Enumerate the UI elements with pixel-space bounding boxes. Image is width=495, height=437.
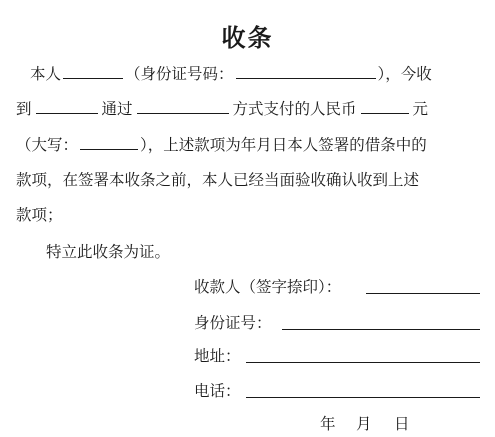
paragraph-line-1 <box>30 63 495 84</box>
payment-method-blank <box>137 98 229 114</box>
id-label: 身份证号： <box>194 314 272 332</box>
text-segment: ），今收 <box>377 65 432 83</box>
date-day: 日 <box>394 415 410 433</box>
text-segment: ），上述款项为年月日本人签署的借条中的 <box>140 136 427 154</box>
amount-received-blank <box>36 98 98 114</box>
id-number-line <box>282 329 480 330</box>
text-segment: 通过 <box>101 100 133 118</box>
text-segment: 到 <box>16 100 32 118</box>
date-year: 年 <box>320 415 336 433</box>
text-segment: （大写： <box>16 136 79 154</box>
date-month: 月 <box>356 415 372 433</box>
text-segment: 本人 <box>30 65 62 83</box>
name-blank <box>63 63 123 79</box>
statement-text: 特立此收条为证。 <box>46 243 171 261</box>
text-segment: （身份证号码： <box>125 65 234 83</box>
amount-in-words-blank <box>80 134 138 150</box>
payee-label: 收款人（签字捺印）： <box>194 278 342 296</box>
text-segment: 款项，在签署本收条之前，本人已经当面验收确认收到上述 <box>16 171 420 189</box>
id-number-blank <box>236 63 376 79</box>
text-segment: 元 <box>412 100 429 118</box>
paragraph-line-5 <box>16 205 486 225</box>
document-title: 收条 <box>221 24 274 52</box>
paragraph-line-3 <box>16 134 486 155</box>
rmb-amount-blank <box>361 98 409 114</box>
address-line <box>246 362 480 363</box>
paragraph-line-2 <box>16 98 486 119</box>
address-label: 地址： <box>194 347 241 365</box>
paragraph-line-4 <box>16 170 486 190</box>
text-segment: 方式支付的人民币 <box>232 100 357 118</box>
phone-label: 电话： <box>194 382 241 400</box>
payee-signature-line <box>366 293 480 294</box>
phone-line <box>246 397 480 398</box>
text-segment: 款项； <box>16 206 63 224</box>
closing-statement <box>46 242 495 262</box>
